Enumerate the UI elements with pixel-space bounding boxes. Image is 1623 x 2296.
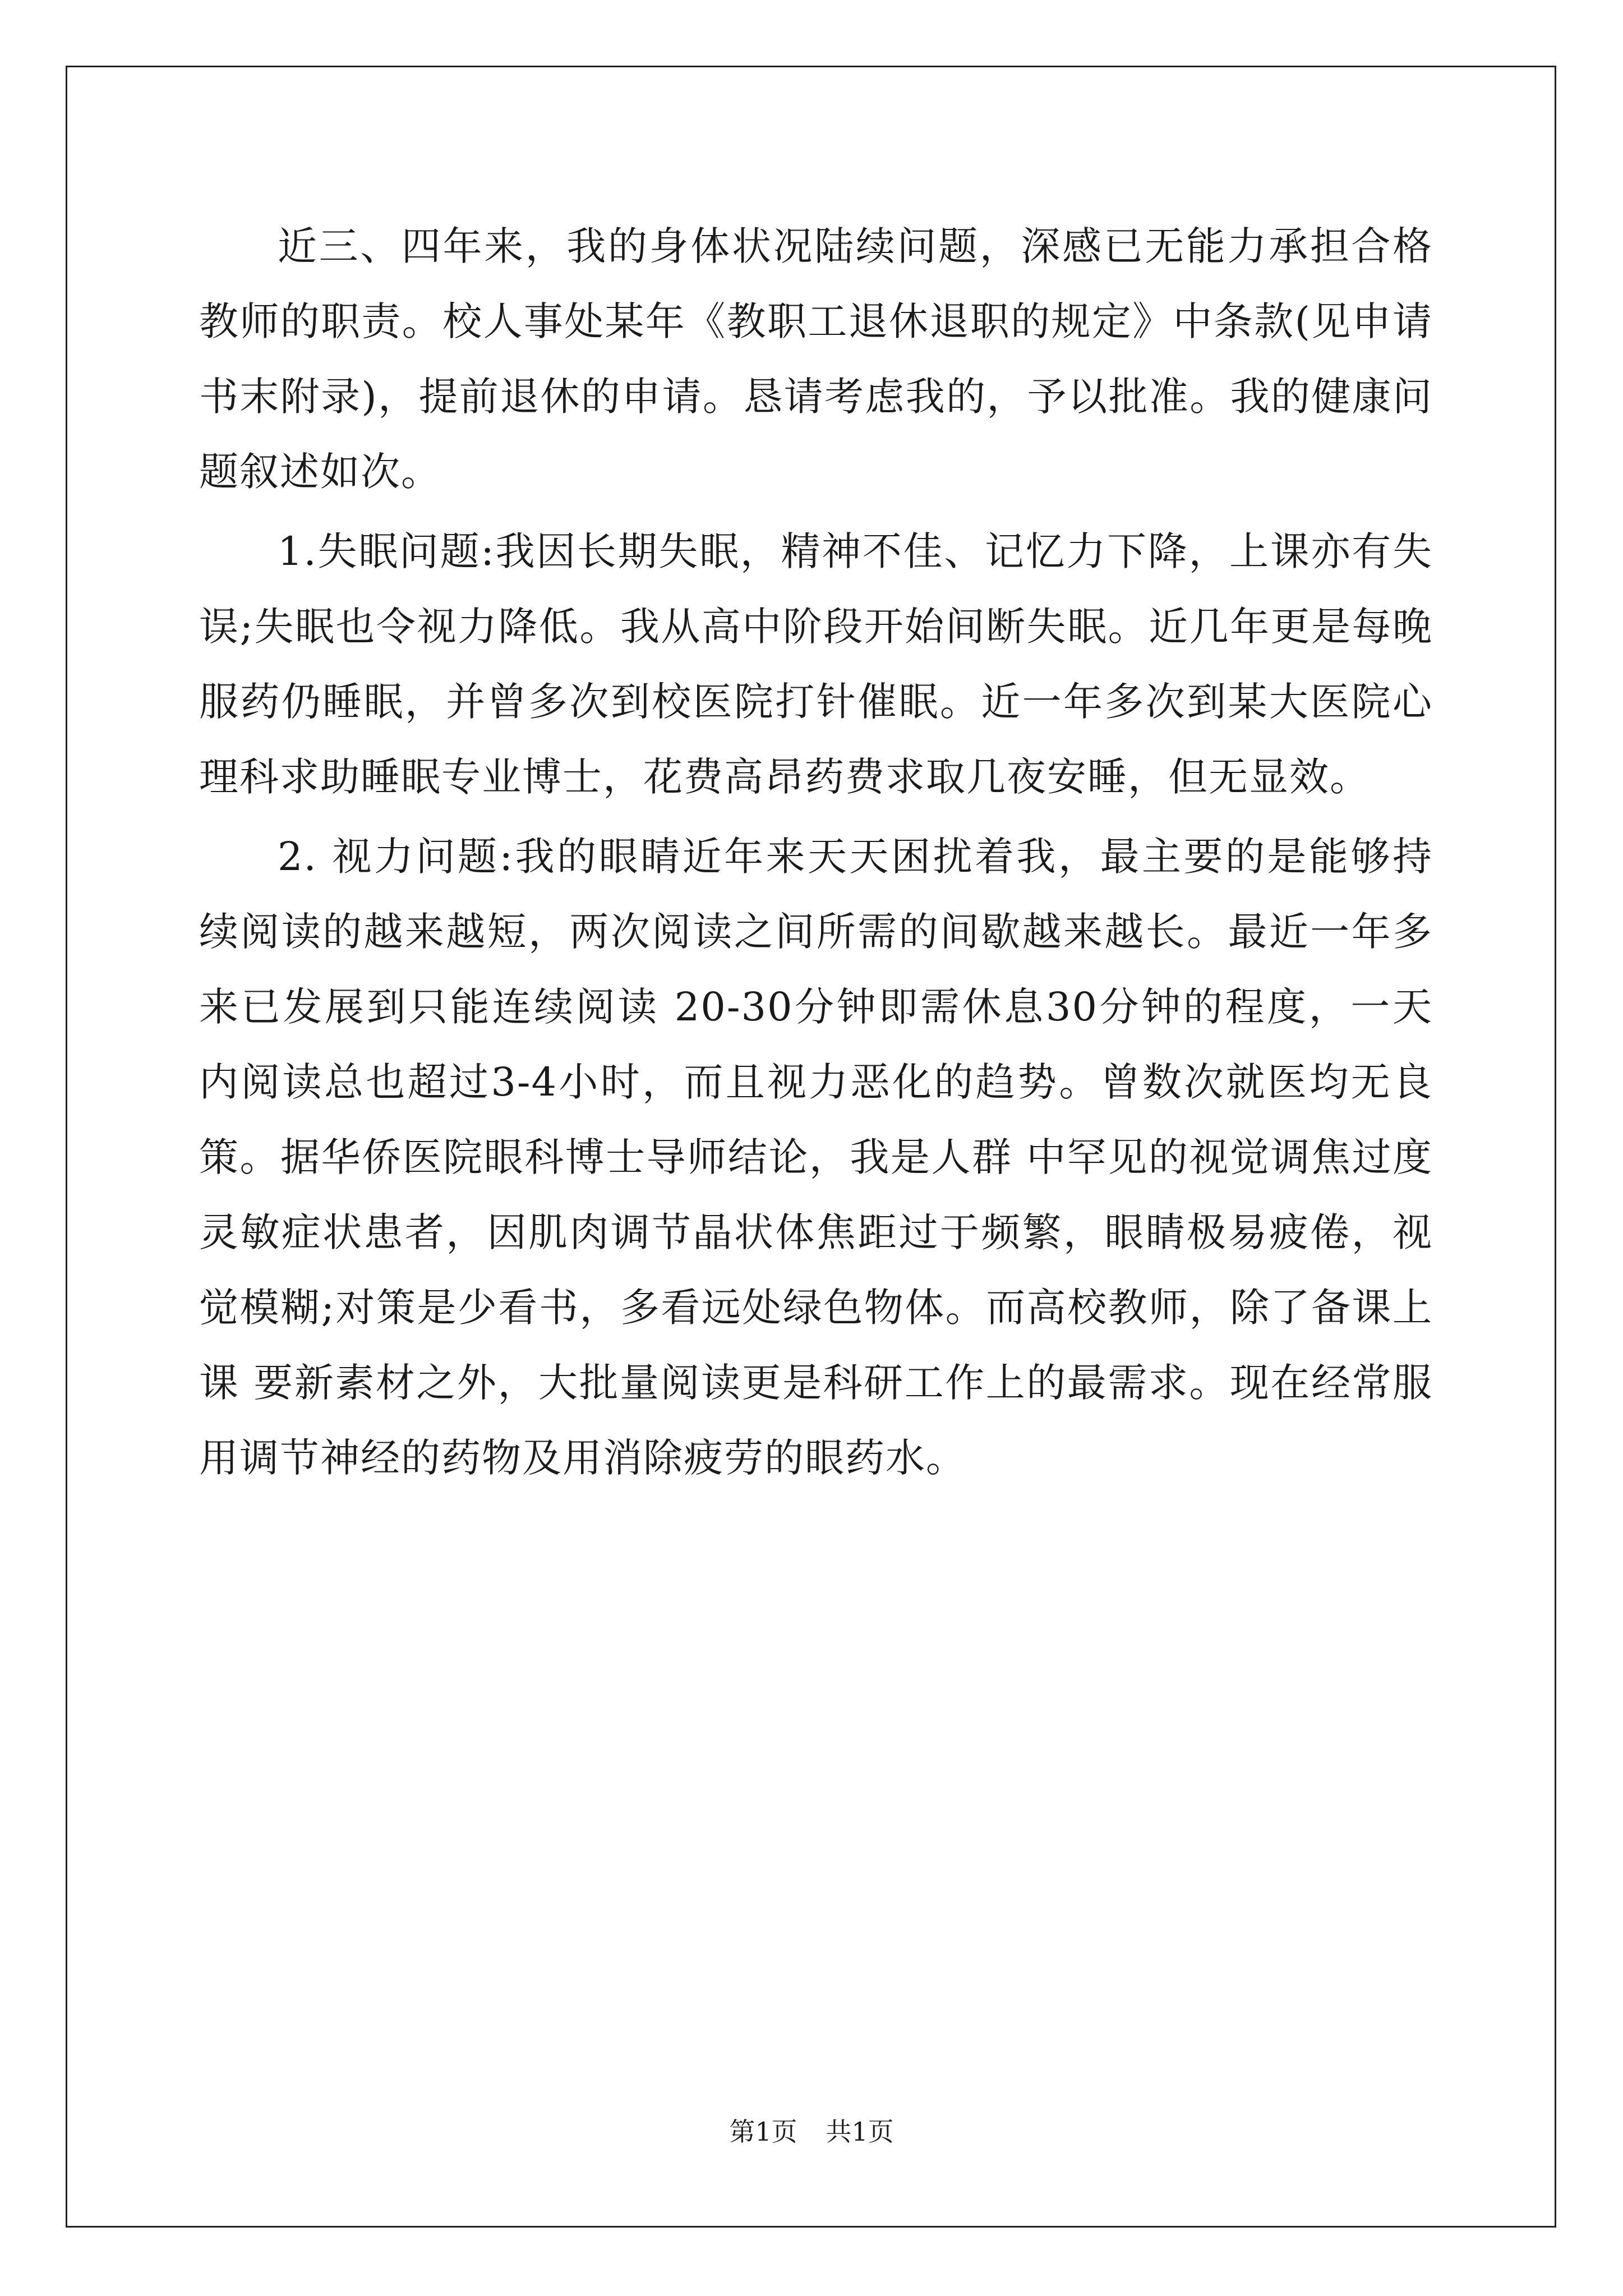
paragraph-intro: 近三、四年来，我的身体状况陆续问题，深感已无能力承担合格教师的职责。校人事处某年《教职工退休退职的规定》中条款(见申请书末附录)，提前退休的申请。恳请考虑我的，予以批准。我的健康问题叙述如次。 <box>199 223 1433 495</box>
paragraph-vision: 2. 视力问题:我的眼睛近年来天天困扰着我，最主要的是能够持续阅读的越来越短，两次阅读之间所需的间歇越来越长。最近一年多来已发展到只能连续阅读 20-30分钟即需休息30分钟的程度，一天内阅读总也超过3-4小时，而且视力恶化的趋势。曾数次就医均无良策。据华侨医院眼科博士导师结论，我是人群 中罕见的视觉调焦过度灵敏症状患者，因肌肉调节晶状体焦距过于频繁，眼睛极易疲倦，视觉模糊;对策是少看书，多看远处绿色物体。而高校教师，除了备课上课 要新素材之外，大批量阅读更是科研工作上的最需求。现在经常服用调节神经的药物及用消除疲劳的眼药水。 <box>199 834 1433 1481</box>
page-footer <box>0 2115 1623 2148</box>
document-body <box>199 209 1433 1496</box>
page-total: 共1页 <box>826 2116 894 2147</box>
page-number: 第1页 <box>729 2116 797 2147</box>
paragraph-insomnia: 1.失眠问题:我因长期失眠，精神不佳、记忆力下降，上课亦有失误;失眠也令视力降低。我从高中阶段开始间断失眠。近几年更是每晚服药仍睡眠，并曾多次到校医院打针催眠。近一年多次到某大医院心理科求助睡眠专业博士，花费高昂药费求取几夜安睡，但无显效。 <box>199 528 1433 800</box>
